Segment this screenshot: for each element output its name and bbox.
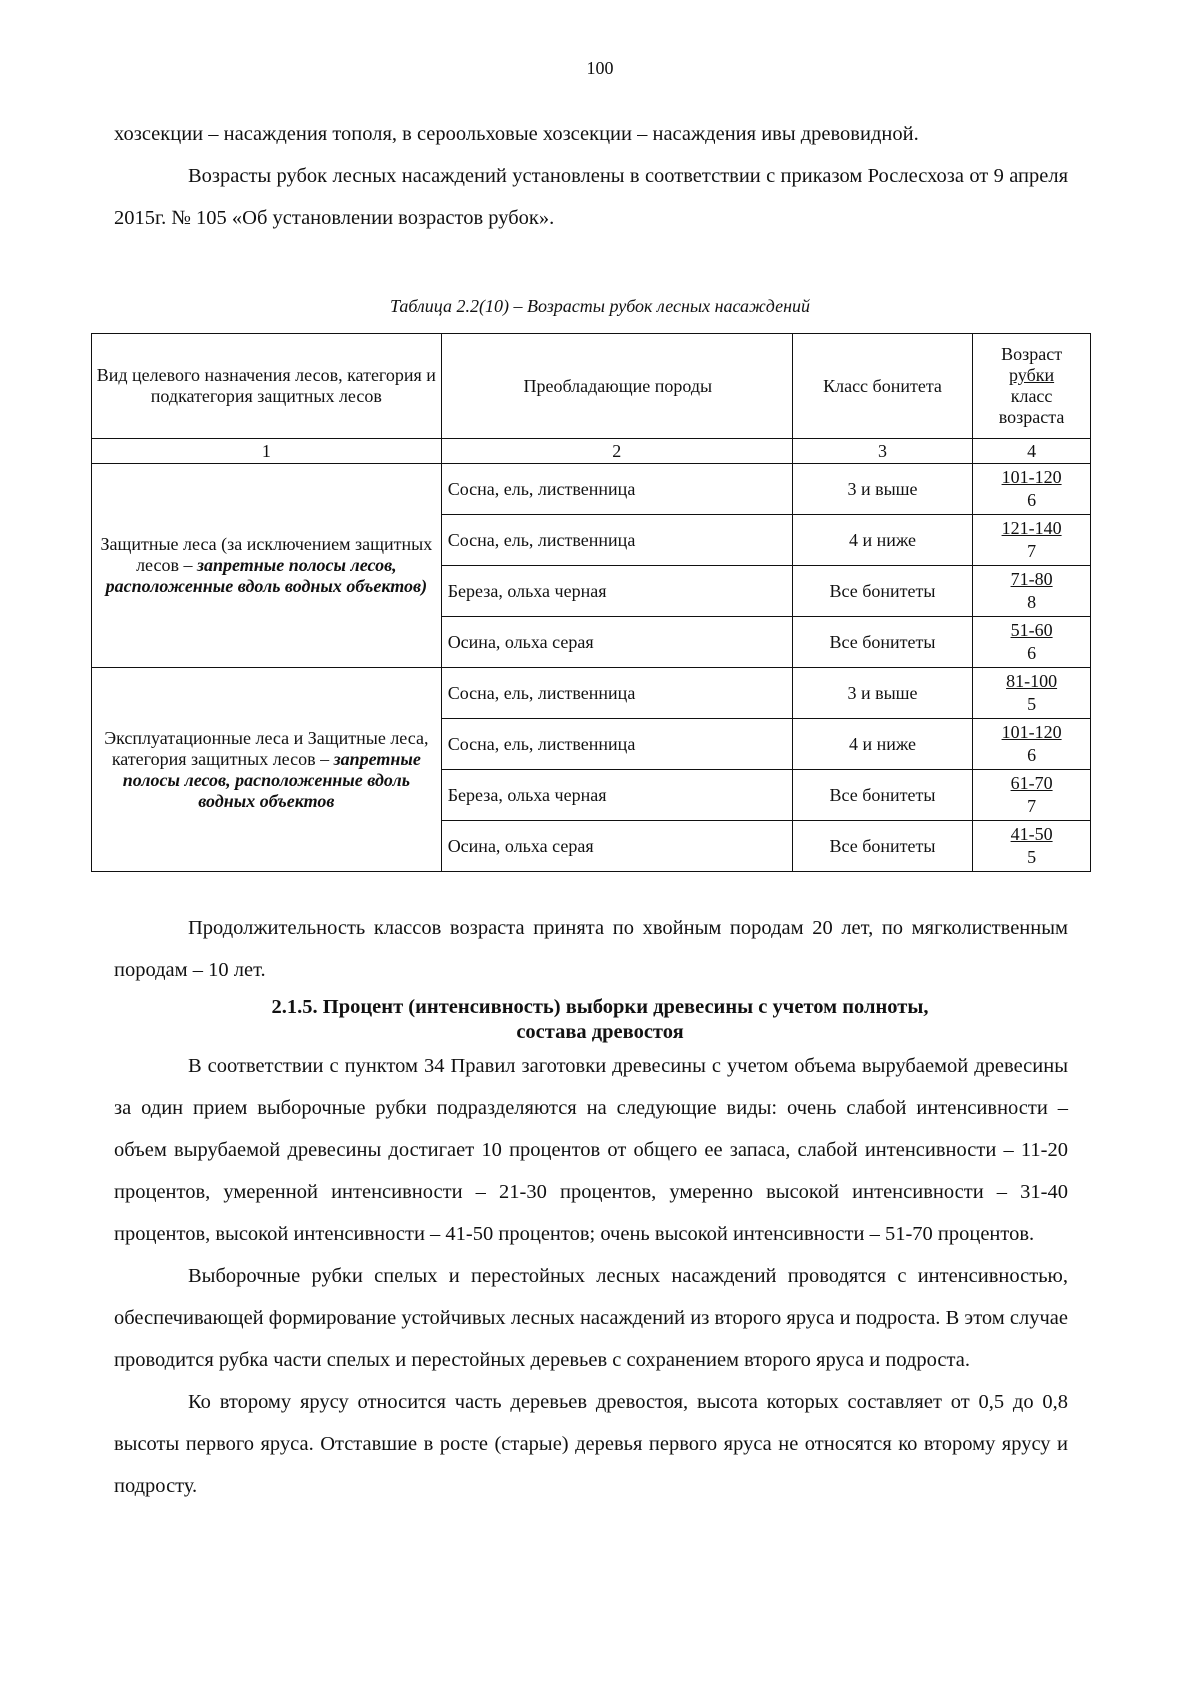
age-cell (973, 566, 1091, 617)
header-age-line1: Возраст (1001, 344, 1063, 364)
bonitet-cell: 4 и ниже (792, 719, 972, 770)
section-heading-line1: 2.1.5. Процент (интенсивность) выборки древесины с учетом полноты, (271, 996, 929, 1018)
age-class: 7 (1027, 541, 1037, 561)
age-class: 6 (1027, 490, 1037, 510)
age-range: 61-70 (1010, 773, 1053, 793)
table-row (92, 668, 1091, 719)
age-cell (973, 719, 1091, 770)
age-class: 6 (1027, 643, 1037, 663)
age-range: 121-140 (1001, 518, 1062, 538)
age-class: 8 (1027, 592, 1037, 612)
header-age-line2: рубки (1009, 365, 1055, 385)
table-row (92, 464, 1091, 515)
age-range: 41-50 (1010, 824, 1053, 844)
age-class: 5 (1027, 847, 1037, 867)
section-heading-line2: состава древостоя (516, 1021, 684, 1043)
group-1-name (92, 464, 442, 668)
age-range: 51-60 (1010, 620, 1053, 640)
species-cell: Сосна, ель, лиственница (441, 515, 792, 566)
section-paragraph-1: В соответствии с пунктом 34 Правил заготовки древесины с учетом объема вырубаемой древесины за один прием выборочные рубки подразделяются на следующие виды: очень слабой интенсивности – объем вырубаемой древесины достигает 10 процентов от общего ее запаса, слабой интенсивности – 11-20 процентов, умеренной интенсивности – 21-30 процентов, умеренно высокой интенсивности – 31-40 процентов, высокой интенсивности – 41-50 процентов; очень высокой интенсивности – 51-70 процентов. (114, 1055, 1068, 1245)
section-text (114, 1045, 1068, 1507)
age-range: 81-100 (1006, 671, 1058, 691)
intro-paragraph-2: Возрасты рубок лесных насаждений установлены в соответствии с приказом Рослесхоза от 9 апреля 2015г. № 105 «Об установлении возрастов рубок». (114, 165, 1068, 229)
age-class: 6 (1027, 745, 1037, 765)
bonitet-cell: Все бонитеты (792, 566, 972, 617)
age-cell (973, 770, 1091, 821)
species-cell: Сосна, ель, лиственница (441, 464, 792, 515)
bonitet-cell: 3 и выше (792, 464, 972, 515)
age-range: 71-80 (1010, 569, 1053, 589)
section-paragraph-3: Ко второму ярусу относится часть деревьев древостоя, высота которых составляет от 0,5 до 0,8 высоты первого яруса. Отставшие в росте (старые) деревья первого яруса не относятся ко второму ярусу и подросту. (114, 1391, 1068, 1497)
age-cell (973, 515, 1091, 566)
col-number-1: 1 (92, 439, 442, 464)
bonitet-cell: Все бонитеты (792, 821, 972, 872)
species-cell: Осина, ольха серая (441, 821, 792, 872)
species-cell: Береза, ольха черная (441, 566, 792, 617)
age-cell (973, 668, 1091, 719)
page-number: 100 (586, 58, 614, 78)
age-range: 101-120 (1001, 467, 1062, 487)
header-bonitet: Класс бонитета (792, 334, 972, 439)
table-caption: Таблица 2.2(10) – Возрасты рубок лесных насаждений (389, 296, 811, 316)
group-2-name-emphasis: запретные полосы лесов, расположенные вдоль водных объектов (122, 748, 421, 811)
species-cell: Сосна, ель, лиственница (441, 719, 792, 770)
bonitet-cell: 4 и ниже (792, 515, 972, 566)
age-cell (973, 617, 1091, 668)
table-header-row (92, 334, 1091, 439)
header-purpose: Вид целевого назначения лесов, категория и подкатегория защитных лесов (92, 334, 442, 439)
age-cell (973, 464, 1091, 515)
group-2-name (92, 668, 442, 872)
bonitet-cell: Все бонитеты (792, 617, 972, 668)
species-cell: Осина, ольха серая (441, 617, 792, 668)
section-heading (0, 995, 1200, 1045)
age-class: 5 (1027, 694, 1037, 714)
bonitet-cell: Все бонитеты (792, 770, 972, 821)
header-age (973, 334, 1091, 439)
species-cell: Береза, ольха черная (441, 770, 792, 821)
col-number-4: 4 (973, 439, 1091, 464)
group-2-name-plain: Эксплуатационные леса и Защитные леса, категория защитных лесов – (104, 727, 429, 769)
cutting-age-table (91, 333, 1091, 872)
group-1-name-end: ) (421, 576, 428, 596)
section-paragraph-2: Выборочные рубки спелых и перестойных лесных насаждений проводятся с интенсивностью, обеспечивающей формирование устойчивых лесных насаждений из второго яруса и подроста. В этом случае проводится рубка части спелых и перестойных деревьев с сохранением второго яруса и подроста. (114, 1265, 1068, 1371)
table-number-row (92, 439, 1091, 464)
age-cell (973, 821, 1091, 872)
col-number-3: 3 (792, 439, 972, 464)
group-1-name-emphasis: запретные полосы лесов, расположенные вдоль водных объектов (105, 555, 422, 596)
group-1-name-plain: Защитные леса (за исключением защитных лесов – (100, 534, 433, 575)
age-range: 101-120 (1001, 722, 1062, 742)
intro-paragraph-1: хозсекции – насаждения тополя, в сероольховые хозсекции – насаждения ивы древовидной. (114, 123, 919, 145)
age-class: 7 (1027, 796, 1037, 816)
bonitet-cell: 3 и выше (792, 668, 972, 719)
intro-text (114, 113, 1068, 239)
species-cell: Сосна, ель, лиственница (441, 668, 792, 719)
after-table-paragraph: Продолжительность классов возраста принята по хвойным породам 20 лет, по мягколиственным породам – 10 лет. (114, 917, 1068, 981)
col-number-2: 2 (441, 439, 792, 464)
header-age-line3: класс возраста (998, 386, 1065, 427)
header-species: Преобладающие породы (441, 334, 792, 439)
after-table-text (114, 907, 1068, 991)
